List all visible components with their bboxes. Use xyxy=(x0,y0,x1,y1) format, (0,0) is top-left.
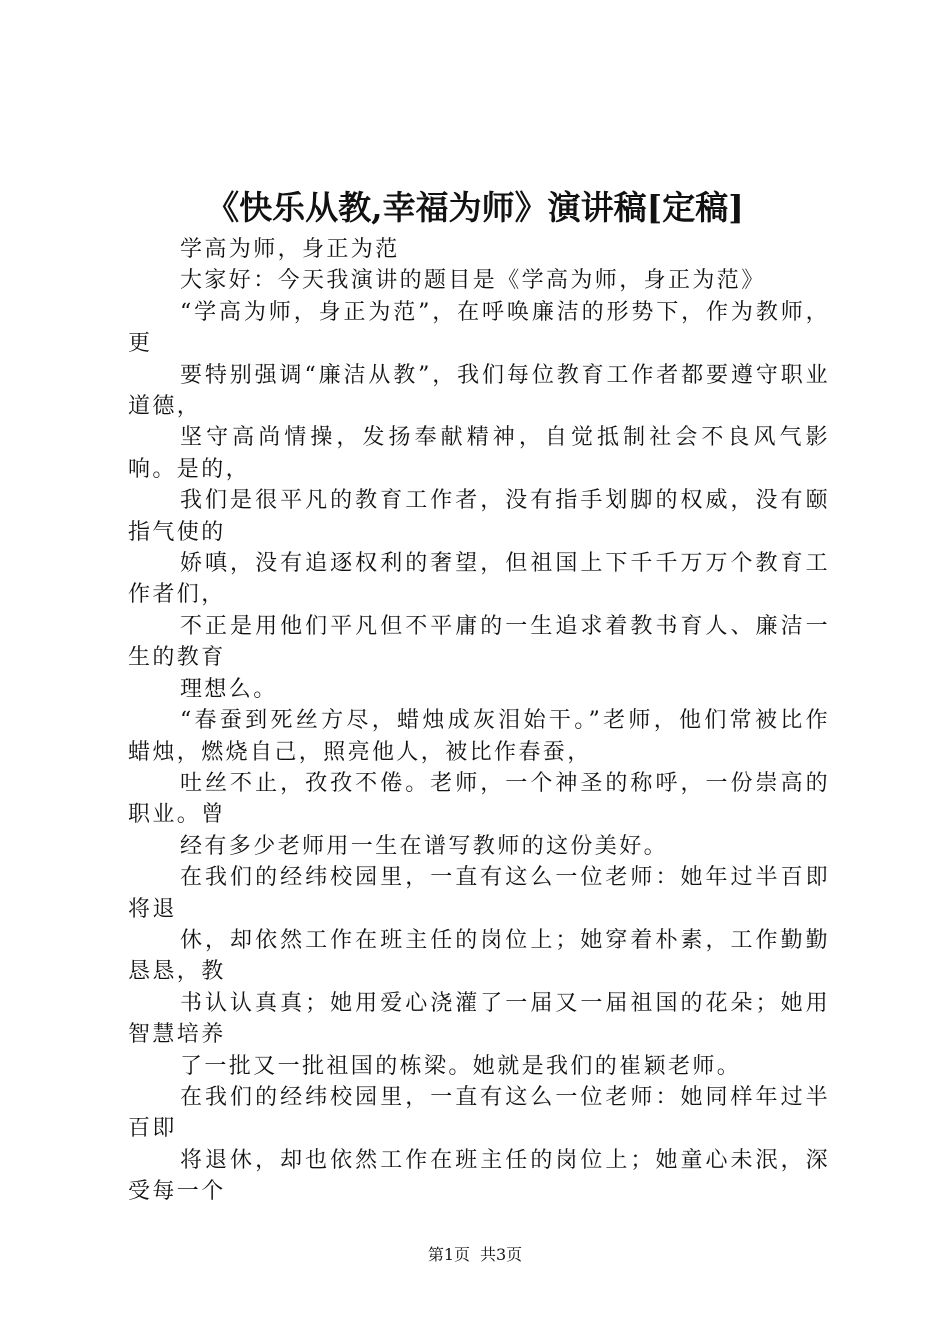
page-footer xyxy=(0,1244,950,1266)
paragraph: 在我们的经纬校园里，一直有这么一位老师：她同样年过半百即 xyxy=(128,1084,830,1142)
paragraph: 我们是很平凡的教育工作者，没有指手划脚的权威，没有颐指气使的 xyxy=(128,488,830,545)
document-title: 《快乐从教,幸福为师》演讲稿[定稿] xyxy=(206,188,744,227)
paragraph: 了一批又一批祖国的栋梁。她就是我们的崔颖老师。 xyxy=(180,1053,742,1079)
paragraph: 要特别强调“廉洁从教”，我们每位教育工作者都要遵守职业道德， xyxy=(128,362,830,420)
paragraph: “春蚕到死丝方尽，蜡烛成灰泪始干。”老师，他们常被比作蜡烛，燃烧自己，照亮他人，被比作春蚕， xyxy=(128,708,830,765)
paragraph: 不正是用他们平凡但不平庸的一生追求着教书育人、廉洁一生的教育 xyxy=(128,613,830,671)
paragraph: 书认认真真；她用爱心浇灌了一届又一届祖国的花朵；她用智慧培养 xyxy=(128,990,830,1048)
paragraph: 休，却依然工作在班主任的岗位上；她穿着朴素，工作勤勤恳恳，教 xyxy=(128,927,830,985)
page-total: 共3页 xyxy=(480,1245,523,1264)
paragraph: “学高为师，身正为范”，在呼唤廉洁的形势下，作为教师，更 xyxy=(128,299,830,357)
paragraph: 坚守高尚情操，发扬奉献精神，自觉抵制社会不良风气影响。是的， xyxy=(128,425,830,482)
paragraph: 吐丝不止，孜孜不倦。老师，一个神圣的称呼，一份崇高的职业。曾 xyxy=(128,770,830,828)
paragraph: 在我们的经纬校园里，一直有这么一位老师：她年过半百即将退 xyxy=(128,865,830,922)
paragraph: 学高为师，身正为范 xyxy=(180,237,400,262)
paragraph: 大家好：今天我演讲的题目是《学高为师，身正为范》 xyxy=(180,268,766,294)
document-body xyxy=(128,234,830,1208)
paragraph: 经有多少老师用一生在谱写教师的这份美好。 xyxy=(180,833,669,859)
paragraph: 理想么。 xyxy=(180,676,278,702)
page-number: 第1页 xyxy=(427,1245,470,1264)
paragraph: 娇嗔，没有追逐权利的奢望，但祖国上下千千万万个教育工作者们， xyxy=(128,551,830,608)
paragraph: 将退休，却也依然工作在班主任的岗位上；她童心未泯，深受每一个 xyxy=(128,1147,830,1205)
